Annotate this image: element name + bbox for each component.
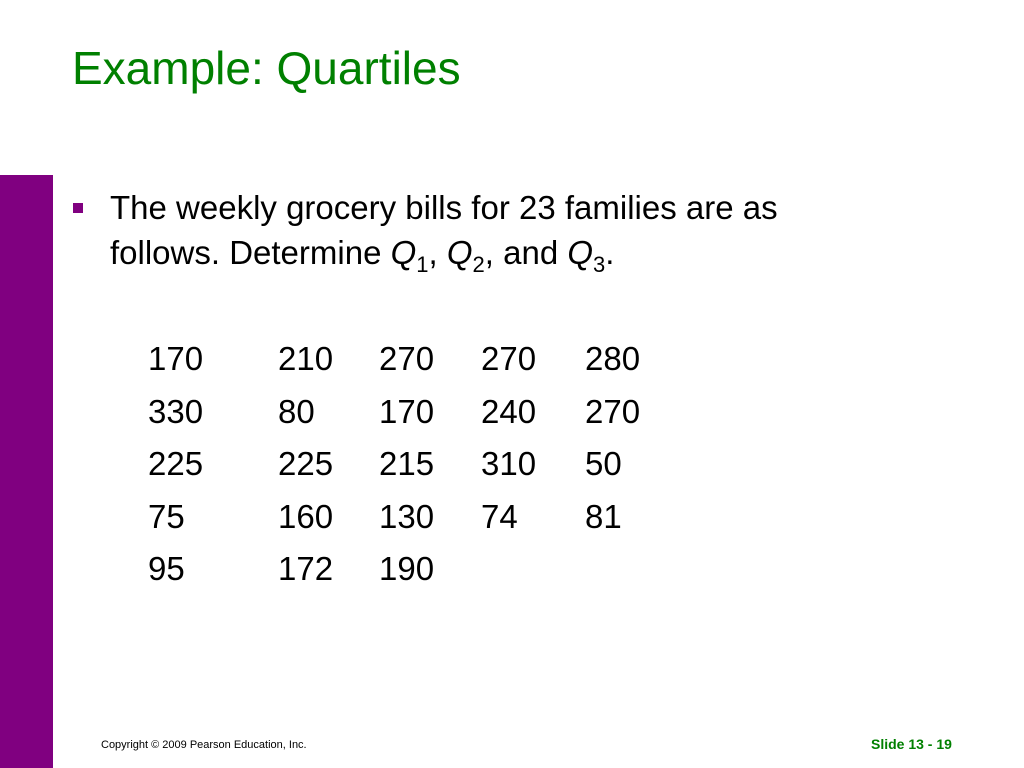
- table-cell: 160: [278, 497, 334, 535]
- table-cell: 80: [278, 392, 315, 430]
- q3-letter: Q: [567, 234, 594, 271]
- bullet-line-2: [110, 230, 970, 275]
- table-row: [148, 438, 665, 491]
- table-cell: 270: [481, 340, 537, 378]
- bullet-text: [110, 185, 970, 275]
- table-row: [148, 491, 665, 544]
- table-row: [148, 386, 665, 439]
- bullet-square-icon: [73, 203, 83, 213]
- table-cell: 225: [148, 445, 204, 483]
- table-cell: 280: [585, 340, 641, 378]
- table-cell: 95: [148, 550, 185, 588]
- q1-letter: Q: [390, 234, 417, 271]
- table-cell: 74: [481, 497, 518, 535]
- table-cell: 210: [278, 340, 334, 378]
- bullet-line-2-prefix: follows. Determine: [110, 234, 391, 271]
- table-cell: 240: [481, 392, 537, 430]
- table-cell: 50: [585, 445, 622, 483]
- table-cell: 170: [379, 392, 435, 430]
- sentence-end: .: [605, 234, 615, 271]
- table-cell: 270: [379, 340, 435, 378]
- q2-letter: Q: [446, 234, 473, 271]
- bullet-line-1: The weekly grocery bills for 23 families are as: [110, 189, 778, 226]
- slide-title: Example: Quartiles: [72, 42, 461, 94]
- table-cell: 310: [481, 445, 537, 483]
- table-cell: 270: [585, 392, 641, 430]
- table-cell: 172: [278, 550, 334, 588]
- table-cell: [481, 543, 585, 596]
- table-cell: 170: [148, 340, 204, 378]
- grocery-bills-table: [148, 333, 665, 596]
- left-accent-bar: [0, 175, 53, 768]
- q3-subscript: 3: [593, 252, 606, 277]
- separator-1: ,: [428, 234, 447, 271]
- q2-subscript: 2: [472, 252, 485, 277]
- q1-subscript: 1: [416, 252, 429, 277]
- slide-number: Slide 13 - 19: [871, 736, 952, 752]
- table-cell: 130: [379, 497, 435, 535]
- copyright-notice: Copyright © 2009 Pearson Education, Inc.: [101, 739, 307, 751]
- table-cell: 330: [148, 392, 204, 430]
- table-row: [148, 543, 665, 596]
- table-cell: 81: [585, 497, 622, 535]
- table-cell: 75: [148, 497, 185, 535]
- table-cell: 225: [278, 445, 334, 483]
- table-cell: 190: [379, 550, 435, 588]
- table-cell: 215: [379, 445, 435, 483]
- table-row: [148, 333, 665, 386]
- separator-2: , and: [484, 234, 568, 271]
- table-cell: [585, 543, 665, 596]
